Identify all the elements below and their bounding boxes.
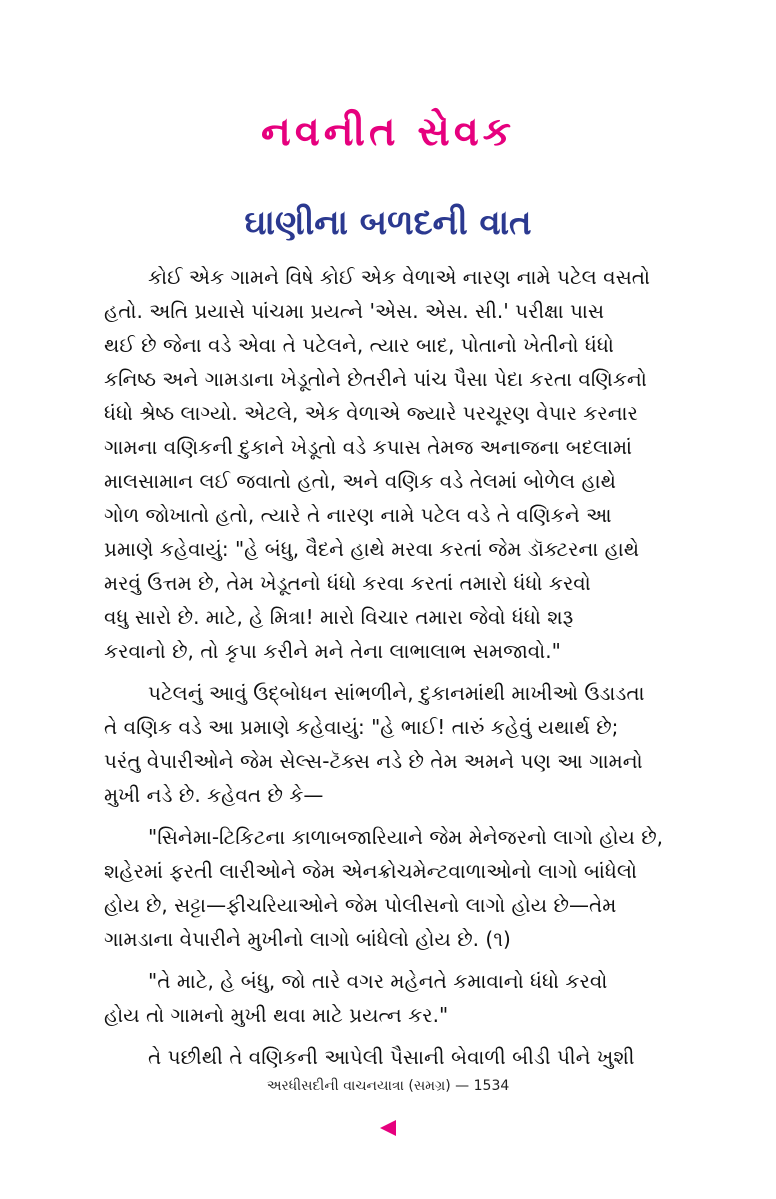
text-line: ગામના વણિકની દુકાને ખેડૂતો વડે કપાસ તેમજ અનાજના બદલામાં <box>104 435 633 459</box>
text-line: ગામડાના વેપારીને મુખીનો લાગો બાંધેલો હોય છે. (૧) <box>104 927 511 951</box>
paragraph <box>104 676 670 812</box>
text-line: મુખી નડે છે. કહેવત છે કે— <box>104 783 324 807</box>
text-line: કોઈ એક ગામને વિષે કોઈ એક વેળાએ નારણ નામે પટેલ વસતો <box>148 265 651 289</box>
triangle-left-shape <box>380 1120 396 1136</box>
text-line: પ્રમાણે કહેવાયું: "હે બંધુ, વૈદને હાથે મરવા કરતાં જેમ ડૉક્ટરના હાથે <box>104 537 640 561</box>
text-line: તે વણિક વડે આ પ્રમાણે કહેવાયું: "હે ભાઈ! તારું કહેવું યથાર્થ છે; <box>104 715 619 739</box>
text-line: હોય છે, સટ્ટા—ફીચરિયાઓને જેમ પોલીસનો લાગો હોય છે—તેમ <box>104 893 617 917</box>
story-body <box>104 260 670 1074</box>
text-line: મરવું ઉત્તમ છે, તેમ ખેડૂતનો ધંધો કરવા કરતાં તમારો ધંધો કરવો <box>104 571 591 595</box>
text-line: તે પછીથી તે વણિકની આપેલી પૈસાની બેવાળી બીડી પીને ખુશી <box>148 1045 635 1069</box>
text-line: થઈ છે જેના વડે એવા તે પટેલને, ત્યાર બાદ, પોતાનો ખેતીનો ધંધો <box>104 333 614 357</box>
story-title: ઘાણીના બળદની વાત <box>244 203 532 243</box>
text-line: શહેરમાં ફરતી લારીઓને જેમ એનક્રોચમેન્ટવાળાઓનો લાગો બાંધેલો <box>104 859 638 883</box>
text-line: હોય તો ગામનો મુખી થવા માટે પ્રયત્ન કર." <box>104 1003 449 1027</box>
text-line: વધુ સારો છે. માટે, હે મિત્રા! મારો વિચાર તમારા જેવો ધંધો શરૂ <box>104 605 574 629</box>
text-line: ધંધો શ્રેષ્ઠ લાગ્યો. એટલે, એક વેળાએ જ્યારે પરચૂરણ વેપાર કરનાર <box>104 401 638 425</box>
text-line: પરંતુ વેપારીઓને જેમ સેલ્સ-ટૅક્સ નડે છે તેમ અમને પણ આ ગામનો <box>104 749 643 773</box>
paragraph <box>104 964 670 1032</box>
paragraph <box>104 1040 670 1074</box>
paragraph <box>104 820 670 956</box>
page-footer: અરધીસદીની વાચનયાત્રા (સમગ્ર) — 1534 <box>266 1078 510 1094</box>
text-line: માલસામાન લઈ જવાતો હતો, અને વણિક વડે તેલમાં બોળેલ હાથે <box>104 469 616 493</box>
text-line: હતો. અતિ પ્રયાસે પાંચમા પ્રયત્ને 'એસ. એસ. સી.' પરીક્ષા પાસ <box>104 299 605 323</box>
paragraph <box>104 260 670 668</box>
text-line: "તે માટે, હે બંધુ, જો તારે વગર મહેનતે કમાવાનો ધંધો કરવો <box>148 969 608 993</box>
text-line: "સિનેમા-ટિકિટના કાળાબજારિયાને જેમ મેનેજરનો લાગો હોય છે, <box>148 825 664 849</box>
text-line: પટેલનું આવું ઉદ્બોધન સાંભળીને, દુકાનમાંથી માખીઓ ઉડાડતા <box>148 681 645 705</box>
text-line: કરવાનો છે, તો કૃપા કરીને મને તેના લાભાલાભ સમજાવો." <box>104 639 561 663</box>
text-line: ગોળ જોખાતો હતો, ત્યારે તે નારણ નામે પટેલ વડે તે વણિકને આ <box>104 503 612 527</box>
text-line: કનિષ્ઠ અને ગામડાના ખેડૂતોને છેતરીને પાંચ પૈસા પેદા કરતા વણિકનો <box>104 367 647 391</box>
author-name: નવનીત સેવક <box>261 109 515 155</box>
triangle-left-icon[interactable] <box>376 1116 400 1140</box>
